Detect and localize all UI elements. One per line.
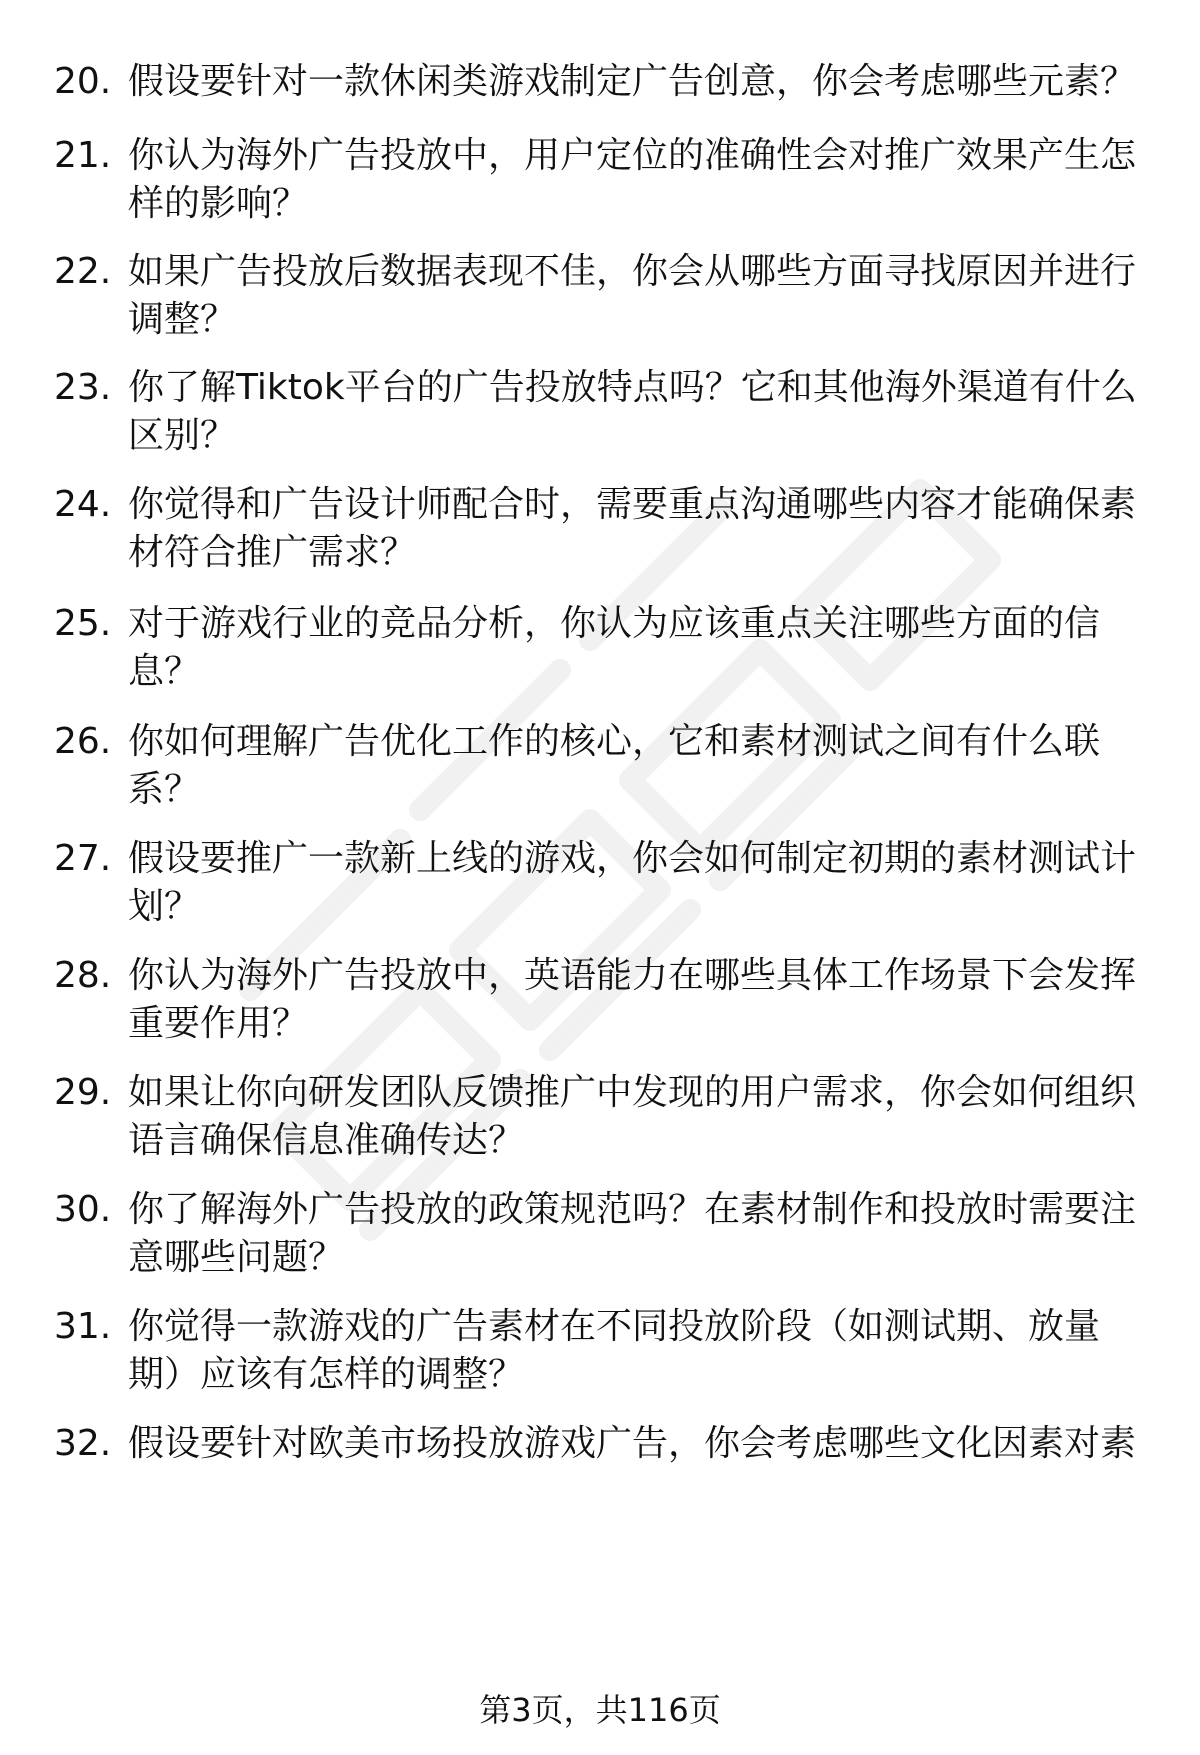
question-text-line: 你如何理解广告优化工作的核心，它和素材测试之间有什么联 — [128, 721, 1101, 762]
question-text — [128, 835, 1150, 931]
question-text-line: 材符合推广需求？ — [128, 532, 417, 573]
question-text — [128, 1069, 1150, 1165]
question-text-line: 假设要针对一款休闲类游戏制定广告创意，你会考虑哪些元素？ — [128, 61, 1137, 102]
question-text-line: 期）应该有怎样的调整？ — [128, 1354, 525, 1395]
question-number: 20. — [54, 61, 112, 102]
question-number: 28. — [54, 955, 112, 996]
question-text-line: 划？ — [128, 886, 201, 927]
question-text-line: 假设要推广一款新上线的游戏，你会如何制定初期的素材测试计 — [128, 838, 1137, 879]
question-text-line: 你觉得和广告设计师配合时，需要重点沟通哪些内容才能确保素 — [128, 484, 1137, 525]
page-number-label: 第3页，共116页 — [479, 1691, 721, 1729]
question-text-line: 调整？ — [128, 299, 237, 340]
question-text-line: 你认为海外广告投放中，英语能力在哪些具体工作场景下会发挥 — [128, 955, 1137, 996]
question-text-line: 系？ — [128, 769, 201, 810]
question-number: 21. — [54, 135, 112, 176]
question-text — [128, 481, 1150, 577]
question-text — [128, 952, 1150, 1048]
question-text — [128, 1186, 1150, 1282]
question-text — [128, 364, 1150, 460]
question-text — [128, 132, 1150, 228]
question-text-line: 你了解海外广告投放的政策规范吗？在素材制作和投放时需要注 — [128, 1189, 1137, 1230]
question-number: 27. — [54, 838, 112, 879]
question-text — [128, 1303, 1150, 1399]
question-text-line: 息？ — [128, 651, 201, 692]
question-text — [128, 600, 1150, 696]
question-number: 30. — [54, 1189, 112, 1230]
question-number: 25. — [54, 603, 112, 644]
question-text — [128, 248, 1150, 344]
question-number: 22. — [54, 251, 112, 292]
question-number: 24. — [54, 484, 112, 525]
question-text-line: 语言确保信息准确传达？ — [128, 1120, 525, 1161]
question-number: 23. — [54, 367, 112, 408]
question-text-line: 如果让你向研发团队反馈推广中发现的用户需求，你会如何组织 — [128, 1072, 1137, 1113]
question-text-line: 你认为海外广告投放中，用户定位的准确性会对推广效果产生怎 — [128, 135, 1137, 176]
page-footer — [0, 1690, 1200, 1730]
question-text-line: 重要作用？ — [128, 1003, 309, 1044]
question-number: 31. — [54, 1306, 112, 1347]
question-text-line: 你觉得一款游戏的广告素材在不同投放阶段（如测试期、放量 — [128, 1306, 1101, 1347]
question-number: 32. — [54, 1423, 112, 1464]
question-text-line: 对于游戏行业的竞品分析，你认为应该重点关注哪些方面的信 — [128, 603, 1101, 644]
question-text-line: 区别？ — [128, 415, 237, 456]
question-text-line: 样的影响？ — [128, 183, 309, 224]
question-number: 26. — [54, 721, 112, 762]
question-number: 29. — [54, 1072, 112, 1113]
question-text — [128, 1420, 1150, 1468]
question-text — [128, 58, 1150, 106]
question-text-line: 如果广告投放后数据表现不佳，你会从哪些方面寻找原因并进行 — [128, 251, 1137, 292]
question-text-line: 你了解Tiktok平台的广告投放特点吗？它和其他海外渠道有什么 — [128, 367, 1137, 408]
question-text-line: 意哪些问题？ — [128, 1237, 345, 1278]
question-text — [128, 718, 1150, 814]
question-text-line: 假设要针对欧美市场投放游戏广告，你会考虑哪些文化因素对素 — [128, 1423, 1137, 1464]
